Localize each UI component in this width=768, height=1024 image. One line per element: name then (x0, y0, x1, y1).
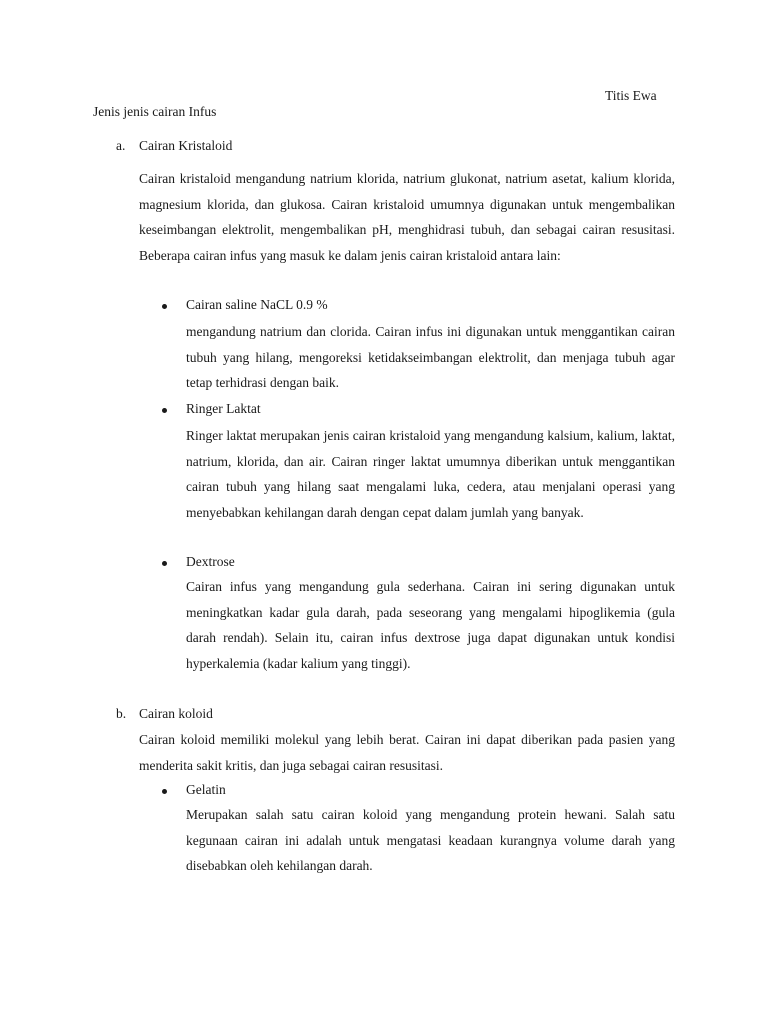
document-title: Jenis jenis cairan Infus (93, 104, 217, 119)
bullet-icon (162, 408, 167, 413)
section-a-marker: a. (116, 138, 126, 153)
bullet-icon (162, 561, 167, 566)
section-a-heading: Cairan Kristaloid (139, 138, 233, 153)
section-b-marker: b. (116, 706, 127, 721)
item-gelatin-title: Gelatin (186, 782, 226, 797)
item-saline-title: Cairan saline NaCL 0.9 % (186, 297, 328, 312)
section-a-intro: Cairan kristaloid mengandung natrium klorida, natrium glukonat, natrium asetat, kalium klorida, magnesium klorida, dan glukosa. Cairan kristaloid umumnya digunakan untuk mengembalikan keseimbangan elektrolit, mengembalikan pH, menghidrasi tubuh, dan sebagai cairan resusitasi. Beberapa cairan infus yang masuk ke dalam jenis cairan kristaloid antara lain: (139, 171, 675, 263)
item-ringer-title: Ringer Laktat (186, 401, 261, 416)
item-dextrose-title: Dextrose (186, 554, 235, 569)
section-b-intro: Cairan koloid memiliki molekul yang lebih berat. Cairan ini dapat diberikan pada pasien yang menderita sakit kritis, dan juga sebagai cairan resusitasi. (139, 732, 675, 773)
author-name: Titis Ewa (605, 88, 657, 103)
bullet-icon (162, 304, 167, 309)
item-ringer-text: Ringer laktat merupakan jenis cairan kristaloid yang mengandung kalsium, kalium, laktat, natrium, klorida, dan air. Cairan ringer laktat umumnya diberikan untuk menggantikan cairan tubuh yang hilang saat mengalami luka, cedera, atau menjalani operasi yang menyebabkan kehilangan darah dengan cepat dalam jumlah yang banyak. (186, 428, 675, 520)
item-gelatin-text: Merupakan salah satu cairan koloid yang mengandung protein hewani. Salah satu kegunaan cairan ini adalah untuk mengatasi keadaan kurangnya volume darah yang disebabkan oleh kehilangan darah. (186, 807, 675, 873)
item-dextrose-text: Cairan infus yang mengandung gula sederhana. Cairan ini sering digunakan untuk meningkatkan kadar gula darah, pada seseorang yang mengalami hipoglikemia (gula darah rendah). Selain itu, cairan infus dextrose juga dapat digunakan untuk kondisi hyperkalemia (kadar kalium yang tinggi). (186, 579, 675, 671)
bullet-icon (162, 789, 167, 794)
item-saline-text: mengandung natrium dan clorida. Cairan infus ini digunakan untuk menggantikan cairan tubuh yang hilang, mengoreksi ketidakseimbangan elektrolit, dan menjaga tubuh agar tetap terhidrasi dengan baik. (186, 324, 675, 390)
section-b-heading: Cairan koloid (139, 706, 213, 721)
